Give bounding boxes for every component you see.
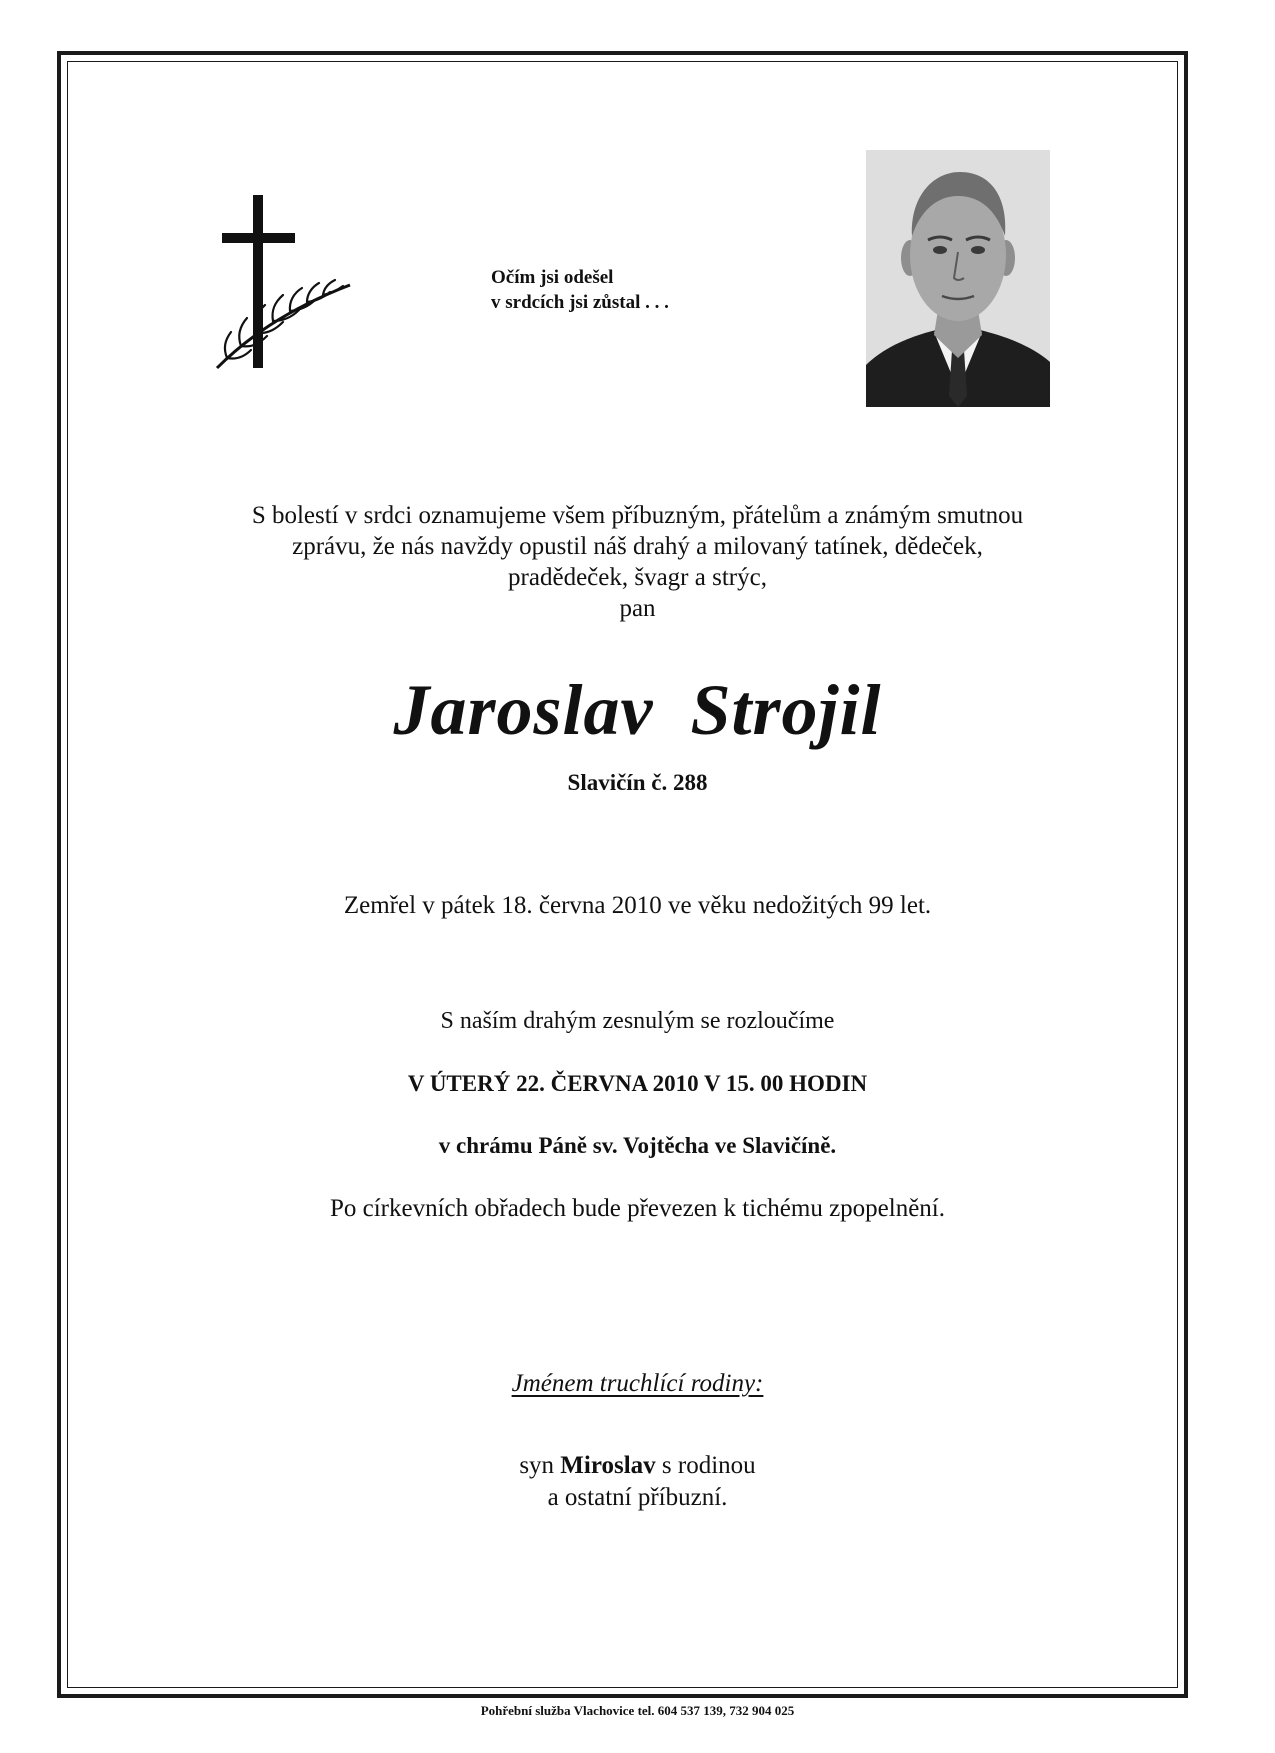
signers-line-1 [0,1450,1275,1482]
ceremony-place: v chrámu Páně sv. Vojtěcha ve Slavičíně. [438,1133,837,1158]
signer-prefix: syn [519,1452,555,1479]
son-name: Miroslav [560,1452,656,1479]
deceased-name [0,670,1275,750]
family-label [0,1368,1275,1400]
announcement [0,500,1275,624]
deceased-last-name: Strojil [690,670,882,750]
signers-line-2: a ostatní příbuzní. [547,1484,728,1511]
farewell-text: S naším drahým zesnulým se rozloučíme [440,1008,835,1034]
motto [491,265,669,315]
motto-line-2: v srdcích jsi zůstal . . . [491,292,669,313]
signer-suffix: s rodinou [661,1452,756,1479]
announcement-line-4: pan [619,595,656,622]
family-label-text: Jménem truchlící rodiny: [511,1370,764,1397]
motto-line-1: Očím jsi odešel [491,267,614,288]
deceased-address: Slavičín č. 288 [567,770,708,795]
death-notice: Zemřel v pátek 18. června 2010 ve věku nedožitých 99 let. [343,892,932,919]
announcement-line-2: zprávu, že nás navždy opustil náš drahý a milovaný tatínek, dědeček, [292,533,983,560]
portrait-photo [866,150,1050,407]
announcement-line-1: S bolestí v srdci oznamujeme všem příbuzným, přátelům a známým smutnou [251,502,1024,529]
footer-funeral-service: Pohřební služba Vlachovice tel. 604 537 139, 732 904 025 [480,1703,795,1718]
announcement-line-3: pradědeček, švagr a strýc, [508,564,767,591]
signers [0,1450,1275,1514]
after-ceremony-text: Po církevních obřadech bude převezen k tichému zpopelnění. [329,1195,946,1222]
deceased-first-name: Jaroslav [393,670,654,750]
ceremony-datetime: V ÚTERÝ 22. ČERVNA 2010 V 15. 00 HODIN [407,1071,868,1096]
cross-with-palm-icon [215,190,355,380]
